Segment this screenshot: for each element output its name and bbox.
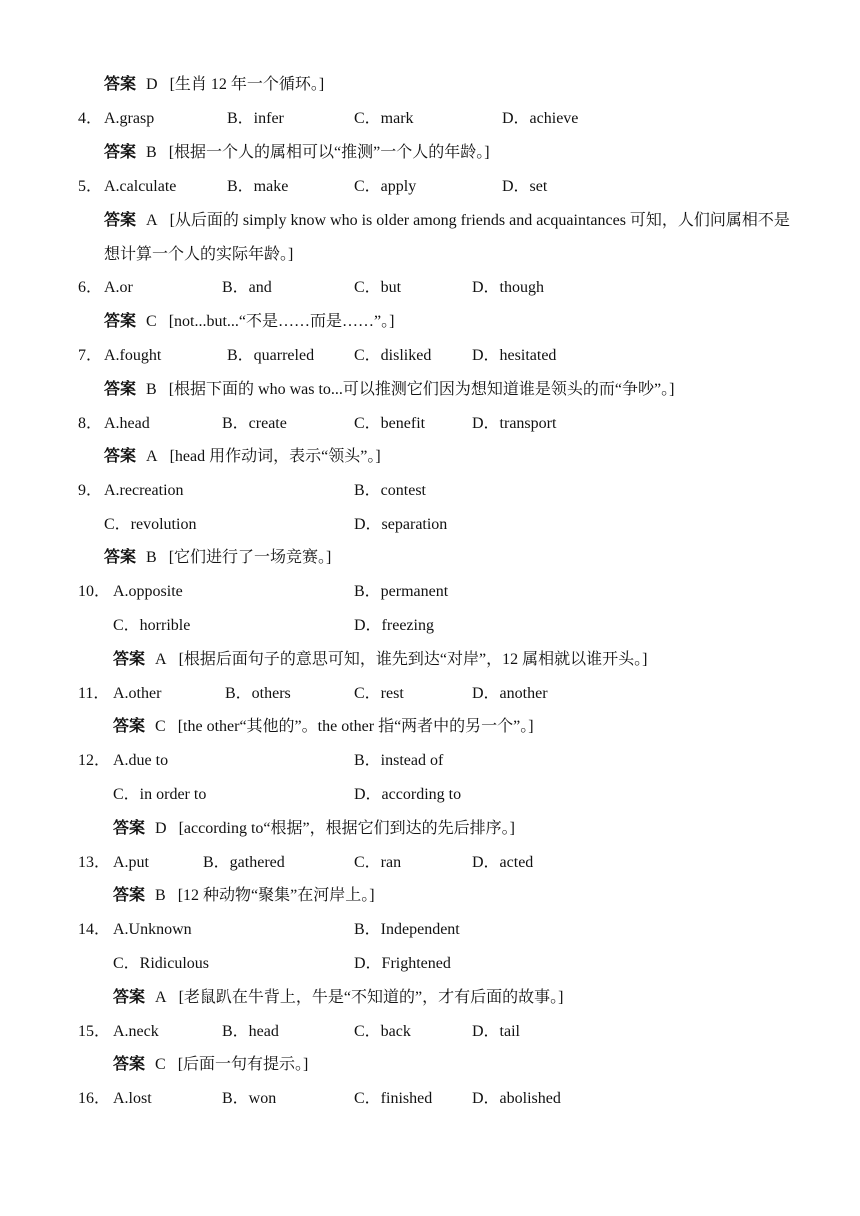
option-b: B．contest (354, 482, 426, 499)
answer-label: 答案 (113, 1056, 146, 1073)
answer-line (104, 311, 394, 333)
question-number: 10． (78, 583, 111, 600)
option-c: C．disliked (354, 347, 432, 364)
question-9 (0, 480, 860, 502)
option-b: B．and (222, 279, 272, 296)
question-number: 9． (78, 482, 103, 499)
answer-line (104, 142, 490, 164)
answer-letter: B (155, 887, 166, 904)
option-d: D．freezing (354, 617, 434, 634)
answer-line (113, 885, 375, 907)
question-10-row-2 (0, 615, 860, 637)
option-a: A.recreation (104, 482, 184, 499)
answer-line (104, 204, 804, 272)
option-b: B．won (222, 1090, 277, 1107)
answer-explanation: [根据一个人的属相可以“推测”一个人的年龄。] (168, 144, 490, 161)
question-number: 12． (78, 752, 111, 769)
answer-letter: B (146, 549, 157, 566)
question-number: 6． (78, 279, 103, 296)
option-d: D．abolished (472, 1090, 561, 1107)
answer-explanation: [according to“根据”，根据它们到达的先后排序。] (178, 820, 515, 837)
answer-explanation: [老鼠趴在牛背上，牛是“不知道的”，才有后面的故事。] (178, 989, 564, 1006)
option-c: C．apply (354, 178, 417, 195)
answer-letter: C (146, 313, 157, 330)
answer-label: 答案 (113, 989, 146, 1006)
answer-letter: C (155, 718, 166, 735)
option-b: B．make (227, 178, 289, 195)
option-a: A.put (113, 854, 149, 871)
question-8 (0, 413, 860, 435)
answer-label: 答案 (113, 718, 146, 735)
question-14 (0, 919, 860, 941)
answer-explanation: [根据后面句子的意思可知，谁先到达“对岸”，12 属相就以谁开头。] (178, 651, 648, 668)
option-a: A.opposite (113, 583, 183, 600)
answer-line (113, 818, 515, 840)
question-number: 7． (78, 347, 103, 364)
question-number: 16． (78, 1090, 111, 1107)
option-d: D．according to (354, 786, 462, 803)
question-12-row-2 (0, 784, 860, 806)
answer-explanation: [它们进行了一场竞赛。] (168, 549, 332, 566)
option-c: C．Ridiculous (113, 955, 210, 972)
answer-label: 答案 (104, 448, 137, 465)
answer-line (104, 446, 381, 468)
answer-label: 答案 (104, 313, 137, 330)
question-11 (0, 683, 860, 705)
option-a: A.Unknown (113, 921, 192, 938)
answer-label: 答案 (104, 381, 137, 398)
option-b: B．others (225, 685, 291, 702)
question-14-row-2 (0, 953, 860, 975)
option-b: B．permanent (354, 583, 449, 600)
option-b: B．gathered (203, 854, 285, 871)
question-16 (0, 1088, 860, 1110)
question-number: 11． (78, 685, 110, 702)
option-a: A.fought (104, 347, 162, 364)
answer-explanation: [从后面的 simply know who is older among friends and acquaintances 可知，人们问属相不是想计算一个人的实际年龄。] (104, 212, 790, 263)
answer-line (104, 74, 324, 96)
option-c: C．rest (354, 685, 404, 702)
question-15 (0, 1021, 860, 1043)
question-5 (0, 176, 860, 198)
answer-label: 答案 (104, 549, 137, 566)
option-a: A.other (113, 685, 162, 702)
answer-line (104, 547, 331, 569)
answer-letter: C (155, 1056, 166, 1073)
option-c: C．finished (354, 1090, 433, 1107)
answer-letter: D (155, 820, 167, 837)
option-d: D．hesitated (472, 347, 557, 364)
answer-letter: A (155, 989, 167, 1006)
question-7 (0, 345, 860, 367)
answer-line (113, 1054, 308, 1076)
answer-explanation: [后面一句有提示。] (177, 1056, 309, 1073)
answer-explanation: [根据下面的 who was to...可以推测它们因为想知道谁是领头的而“争吵”。] (168, 381, 675, 398)
option-b: B．instead of (354, 752, 444, 769)
question-12 (0, 750, 860, 772)
question-9-row-2 (0, 514, 860, 536)
option-d: D．though (472, 279, 545, 296)
question-6 (0, 277, 860, 299)
option-b: B．head (222, 1023, 279, 1040)
option-a: A.grasp (104, 110, 155, 127)
option-b: B．quarreled (227, 347, 315, 364)
answer-explanation: [生肖 12 年一个循环。] (169, 76, 325, 93)
option-c: C．mark (354, 110, 414, 127)
question-number: 13． (78, 854, 111, 871)
option-c: C．horrible (113, 617, 191, 634)
answer-label: 答案 (113, 887, 146, 904)
option-d: D．achieve (502, 110, 579, 127)
option-a: A.head (104, 415, 150, 432)
option-d: D．transport (472, 415, 557, 432)
answer-letter: B (146, 381, 157, 398)
option-a: A.neck (113, 1023, 159, 1040)
question-number: 15． (78, 1023, 111, 1040)
option-c: C．but (354, 279, 402, 296)
option-d: D．acted (472, 854, 534, 871)
option-b: B．infer (227, 110, 284, 127)
option-b: B．create (222, 415, 287, 432)
question-4 (0, 108, 860, 130)
answer-letter: A (155, 651, 167, 668)
question-number: 5． (78, 178, 103, 195)
answer-explanation: [12 种动物“聚集”在河岸上。] (177, 887, 375, 904)
option-d: D．another (472, 685, 548, 702)
answer-line (113, 649, 647, 671)
question-10 (0, 581, 860, 603)
option-b: B．Independent (354, 921, 460, 938)
option-a: A.lost (113, 1090, 152, 1107)
answer-explanation: [not...but...“不是……而是……”。] (168, 313, 395, 330)
answer-explanation: [the other“其他的”。the other 指“两者中的另一个”。] (177, 718, 534, 735)
answer-label: 答案 (104, 212, 137, 229)
option-d: D．separation (354, 516, 448, 533)
answer-label: 答案 (113, 651, 146, 668)
option-a: A.due to (113, 752, 169, 769)
option-c: C．ran (354, 854, 402, 871)
answer-letter: A (146, 448, 158, 465)
answer-line (113, 987, 563, 1009)
option-c: C．revolution (104, 516, 197, 533)
answer-letter: B (146, 144, 157, 161)
question-number: 8． (78, 415, 103, 432)
answer-label: 答案 (104, 144, 137, 161)
option-a: A.calculate (104, 178, 177, 195)
answer-letter: D (146, 76, 158, 93)
option-d: D．Frightened (354, 955, 451, 972)
answer-label: 答案 (113, 820, 146, 837)
answer-line (104, 379, 674, 401)
option-d: D．set (502, 178, 548, 195)
option-d: D．tail (472, 1023, 520, 1040)
option-c: C．in order to (113, 786, 207, 803)
option-c: C．benefit (354, 415, 426, 432)
option-c: C．back (354, 1023, 411, 1040)
question-number: 14． (78, 921, 111, 938)
option-a: A.or (104, 279, 133, 296)
answer-letter: A (146, 212, 158, 229)
answer-line (113, 716, 534, 738)
answer-explanation: [head 用作动词，表示“领头”。] (169, 448, 381, 465)
answer-label: 答案 (104, 76, 137, 93)
question-number: 4． (78, 110, 103, 127)
question-13 (0, 852, 860, 874)
